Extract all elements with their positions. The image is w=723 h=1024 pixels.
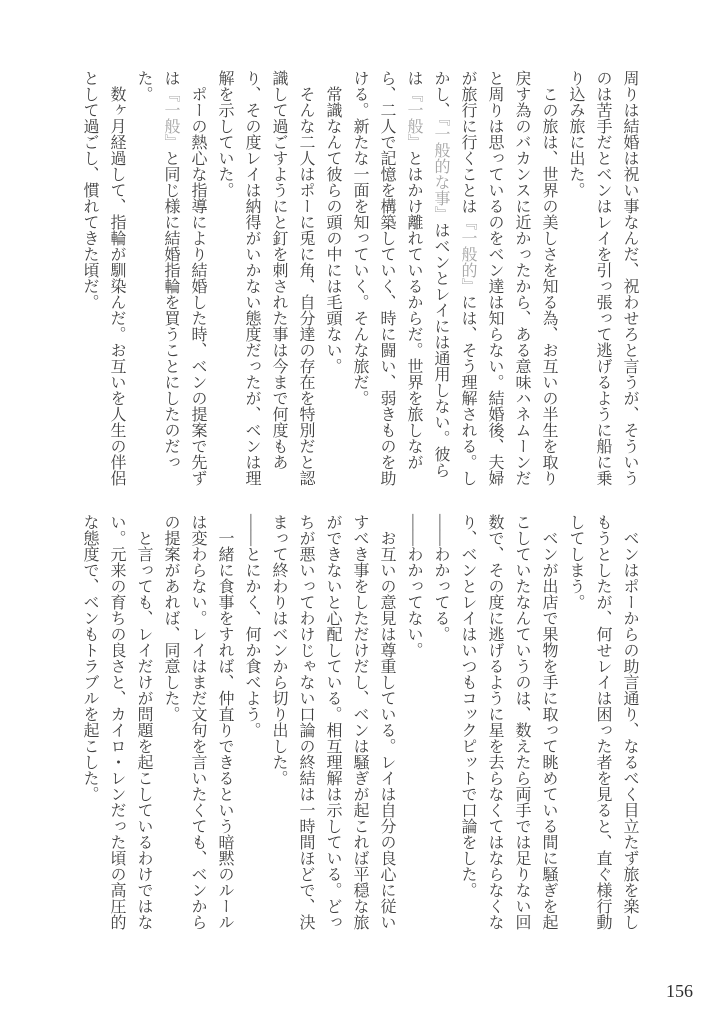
paragraph bbox=[265, 514, 400, 932]
paragraph bbox=[76, 70, 130, 488]
text-band-top bbox=[76, 70, 643, 488]
paragraph bbox=[427, 514, 454, 932]
quoted-term: 『一般的な事』 bbox=[432, 118, 449, 222]
text-run: 常識なんて彼らの頭の中には毛頭ない。 bbox=[324, 86, 341, 374]
text-run: 周りは結婚は祝い事なんだ、祝わせろと言うが、そういうのは苦手だとベンはレイを引っ張って逃げるように船に乗り込み旅に出た。 bbox=[567, 70, 638, 486]
text-run: 一緒に食事をすれば、仲直りできるという暗黙のルールは変わらない。レイはまだ文句を言いたくても、ベンからの提案があれば、同意した。 bbox=[162, 514, 233, 930]
text-run: には、そう理解される。しかし、 bbox=[432, 70, 476, 486]
paragraph bbox=[76, 514, 157, 932]
paragraph bbox=[562, 514, 643, 932]
text-run: 数ヶ月経過して、指輪が馴染んだ。お互いを人生の伴侶として過ごし、慣れてきた頃だ。 bbox=[81, 70, 125, 486]
paragraph bbox=[454, 514, 562, 932]
text-run: と言っても、レイだけが問題を起こしているわけではない。元来の育ちの良さと、カイロ・レンだった頃の高圧的な態度で、ベンもトラブルを起こした。 bbox=[81, 514, 152, 930]
quoted-term: 『一般的』 bbox=[459, 214, 476, 294]
text-run: とはかけ離れているからだ。世界を旅しながら、二人で記憶を構築していく、時に闘い、弱きものを助ける。新たな一面を知っていく。そんな旅だ。 bbox=[351, 70, 422, 486]
text-run: そんな二人はポーに兎に角、自分達の存在を特別だと認識して過ごすようにと釘を刺された事は今まで何度もあり、その度レイは納得がいかない態度だったが、ベンは理解を示していた。 bbox=[216, 70, 314, 486]
paragraph bbox=[130, 70, 211, 488]
text-run: この旅は、世界の美しさを知る為、お互いの半生を取り戻す為のバカンスに近かったから、ある意味ハネムーンだと周りは思っているのをベン達は知らない。結婚後、夫婦が旅行に行くことは bbox=[459, 70, 557, 486]
text-run: と同じ様に結婚指輪を買うことにしたのだった。 bbox=[135, 70, 179, 470]
text-run: はベンとレイには通用しない。彼らは bbox=[405, 70, 449, 478]
text-run: ベンはポーからの助言通り、なるべく目立たず旅を楽しもうとしたが、何せレイは困った者を見ると、直ぐ様行動してしまう。 bbox=[567, 514, 638, 930]
quoted-term: 『一般』 bbox=[162, 86, 179, 150]
paragraph bbox=[400, 514, 427, 932]
quoted-term: 『一般』 bbox=[405, 86, 422, 150]
text-run: ベンが出店で果物を手に取って眺めている間に騒ぎを起こしていたなんていうのは、数えたら両手では足りない回数で、その度に逃げるように星を去らなくてはならなくなり、ベンとレイはいつもコックピットで口論をした。 bbox=[459, 514, 557, 930]
text-band-bottom bbox=[76, 514, 643, 932]
text-run: ――わかってる。 bbox=[432, 514, 449, 642]
text-run: ポーの熱心な指導により結婚した時、ベンの提案で先ずは bbox=[162, 70, 206, 486]
paragraph bbox=[346, 70, 562, 488]
text-run: ――わかってない。 bbox=[405, 514, 422, 658]
paragraph bbox=[211, 70, 319, 488]
text-run: ――とにかく、何か食べよう。 bbox=[243, 514, 260, 738]
page-number: 156 bbox=[666, 981, 693, 1001]
paragraph bbox=[319, 70, 346, 488]
paragraph bbox=[157, 514, 238, 932]
text-run: お互いの意見は尊重している。レイは自分の良心に従いすべき事をしただけだし、ベンは騒ぎが起これば平穏な旅ができないと心配している。相互理解は示している。どっちが悪いってわけじゃない口論の終結は一時間ほどで、決まって終わりはベンから切り出した。 bbox=[270, 514, 395, 930]
paragraph bbox=[238, 514, 265, 932]
paragraph bbox=[562, 70, 643, 488]
